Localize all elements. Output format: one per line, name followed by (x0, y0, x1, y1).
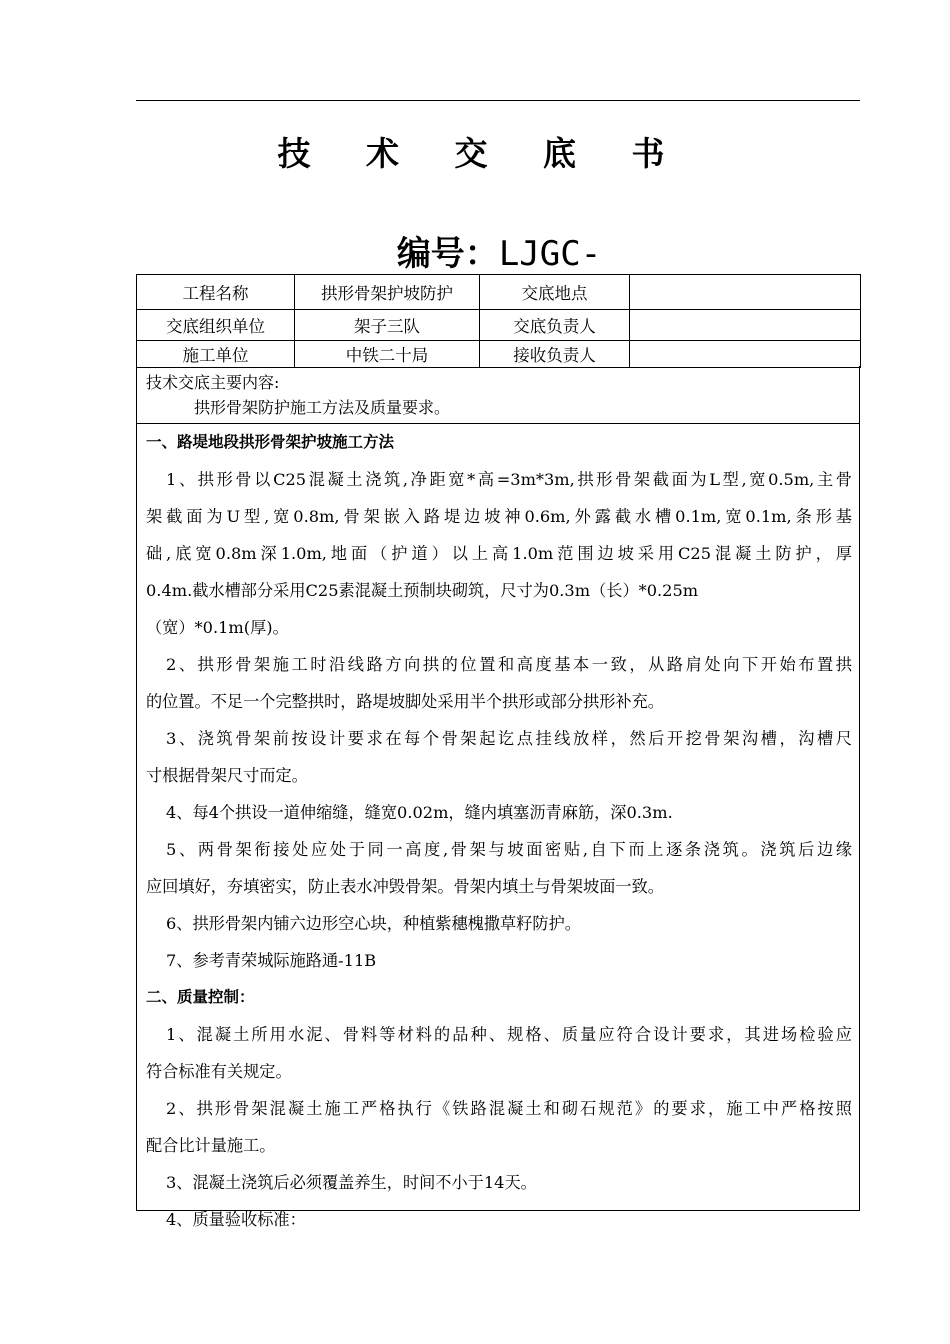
briefing-lead-value (630, 310, 861, 341)
paragraph-line: 2、拱形骨架混凝土施工严格执行《铁路混凝土和砌石规范》的要求，施工中严格按照 (166, 1099, 852, 1118)
paragraph-line: 配合比计量施工。 (146, 1136, 276, 1155)
paragraph-line: 4、质量验收标准： (166, 1210, 306, 1229)
section-heading-construction: 一、路堤地段拱形骨架护坡施工方法 (146, 433, 395, 451)
paragraph-line: 符合标准有关规定。 (146, 1062, 292, 1081)
paragraph-line: 6、拱形骨架内铺六边形空心块，种植紫穗槐撒草籽防护。 (166, 914, 581, 933)
summary-text: 拱形骨架防护施工方法及质量要求。 (194, 398, 451, 417)
paragraph-line: 寸根据骨架尺寸而定。 (146, 766, 308, 785)
document-title: 技 术 交 底 书 (277, 134, 687, 173)
document-number-label: 编号： (396, 234, 499, 274)
paragraph-line: 0.4m.截水槽部分采用C25素混凝土预制块砌筑，尺寸为0.3m（长）*0.25m (146, 581, 699, 600)
document-number (0, 226, 950, 275)
organizing-unit-value: 架子三队 (295, 310, 480, 341)
project-info-table (136, 274, 861, 368)
paragraph-line: （宽）*0.1m(厚)。 (146, 618, 289, 637)
table-row (137, 341, 861, 368)
paragraph-line: 架截面为U型,宽0.8m,骨架嵌入路堤边坡神0.6m,外露截水槽0.1m,宽0.1m,条形基 (146, 507, 852, 526)
receiving-lead-label: 接收负责人 (480, 341, 630, 368)
organizing-unit-label: 交底组织单位 (137, 310, 295, 341)
paragraph-line: 应回填好，夯填密实，防止表水冲毁骨架。骨架内填土与骨架坡面一致。 (146, 877, 664, 896)
paragraph-line: 础,底宽0.8m深1.0m,地面（护道）以上高1.0m范围边坡采用C25混凝土防护，厚 (146, 544, 852, 563)
section-heading-quality: 二、质量控制： (146, 988, 255, 1006)
project-name-label: 工程名称 (137, 275, 295, 310)
paragraph-line: 3、浇筑骨架前按设计要求在每个骨架起讫点挂线放样，然后开挖骨架沟槽，沟槽尺 (166, 729, 852, 748)
project-name-value: 拱形骨架护坡防护 (295, 275, 480, 310)
paragraph-line: 3、混凝土浇筑后必须覆盖养生，时间不小于14天。 (166, 1173, 537, 1192)
briefing-location-label: 交底地点 (480, 275, 630, 310)
paragraph-line: 1、拱形骨以C25混凝土浇筑,净距宽*高=3m*3m,拱形骨架截面为L型,宽0.5m,主骨 (166, 470, 852, 489)
header-rule (136, 100, 860, 101)
summary-label: 技术交底主要内容: (146, 373, 280, 392)
paragraph-line: 4、每4个拱设一道伸缩缝，缝宽0.02m，缝内填塞沥青麻筋，深0.3m. (166, 803, 673, 822)
document-number-code: LJGC- (498, 234, 602, 274)
construction-unit-label: 施工单位 (137, 341, 295, 368)
paragraph-line: 5、两骨架衔接处应处于同一高度,骨架与坡面密贴,自下而上逐条浇筑。浇筑后边缘 (166, 840, 852, 859)
briefing-content (136, 424, 860, 1229)
table-row (137, 275, 861, 310)
content-summary (136, 366, 860, 424)
receiving-lead-value (630, 341, 861, 368)
paragraph-line: 的位置。不足一个完整拱时，路堤坡脚处采用半个拱形或部分拱形补充。 (146, 692, 664, 711)
paragraph-line: 7、参考青荣城际施路通-11B (166, 951, 377, 970)
paragraph-line: 2、拱形骨架施工时沿线路方向拱的位置和高度基本一致，从路肩处向下开始布置拱 (166, 655, 852, 674)
briefing-lead-label: 交底负责人 (480, 310, 630, 341)
paragraph-line: 1、混凝土所用水泥、骨料等材料的品种、规格、质量应符合设计要求，其进场检验应 (166, 1025, 852, 1044)
briefing-location-value (630, 275, 861, 310)
table-row (137, 310, 861, 341)
construction-unit-value: 中铁二十局 (295, 341, 480, 368)
